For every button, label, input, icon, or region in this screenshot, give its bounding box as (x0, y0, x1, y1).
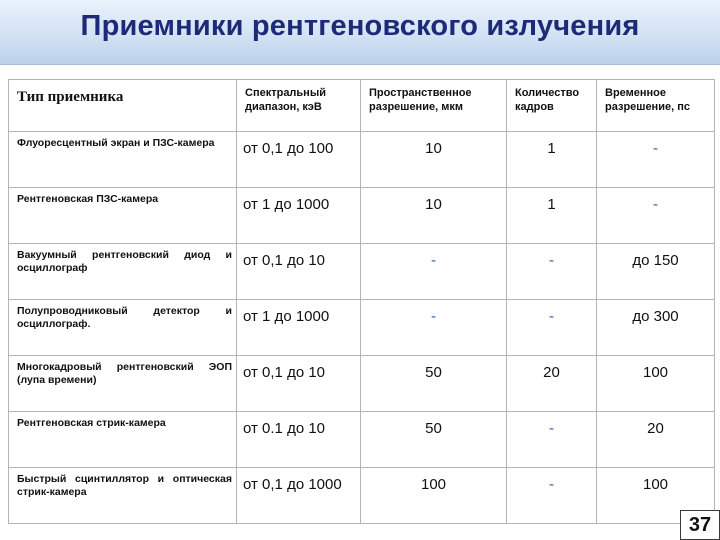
spatial-resolution-cell: - (361, 300, 507, 356)
table-row (9, 300, 715, 356)
table-row (9, 244, 715, 300)
receiver-type-cell: Рентгеновская стрик-камера (9, 412, 237, 468)
table-row (9, 132, 715, 188)
time-resolution-cell: 100 (597, 356, 715, 412)
frame-count-cell: - (507, 468, 597, 524)
time-resolution-cell: до 300 (597, 300, 715, 356)
header-receiver-type: Тип приемника (9, 80, 237, 132)
time-resolution-cell: - (597, 188, 715, 244)
spatial-resolution-cell: 100 (361, 468, 507, 524)
spatial-resolution-cell: - (361, 244, 507, 300)
time-resolution-cell: 20 (597, 412, 715, 468)
spectral-range-cell: от 0.1 до 10 (237, 412, 361, 468)
spectral-range-cell: от 0,1 до 1000 (237, 468, 361, 524)
spectral-range-cell: от 0,1 до 10 (237, 356, 361, 412)
receiver-type-cell: Вакуумный рентгеновский диод и осциллограф (9, 244, 237, 300)
receiver-type-cell: Полупроводниковый детектор и осциллограф. (9, 300, 237, 356)
slide-title: Приемники рентгеновского излучения (80, 10, 640, 42)
spectral-range-cell: от 0,1 до 10 (237, 244, 361, 300)
time-resolution-cell: до 150 (597, 244, 715, 300)
frame-count-cell: 1 (507, 188, 597, 244)
spectral-range-cell: от 1 до 1000 (237, 188, 361, 244)
header-time-resolution: Временное разрешение, пс (597, 80, 715, 132)
frame-count-cell: - (507, 412, 597, 468)
table-row (9, 412, 715, 468)
header-spatial-resolution: Пространственное разрешение, мкм (361, 80, 507, 132)
spectral-range-cell: от 0,1 до 100 (237, 132, 361, 188)
receiver-type-cell: Многокадровый рентгеновский ЭОП (лупа времени) (9, 356, 237, 412)
spectral-range-cell: от 1 до 1000 (237, 300, 361, 356)
header-frame-count: Количество кадров (507, 80, 597, 132)
receiver-type-cell: Быстрый сцинтиллятор и оптическая стрик-камера (9, 468, 237, 524)
title-bar (0, 0, 720, 65)
page-number: 37 (680, 510, 720, 540)
time-resolution-cell: - (597, 132, 715, 188)
table-row (9, 356, 715, 412)
spatial-resolution-cell: 10 (361, 132, 507, 188)
header-spectral-range: Спектральный диапазон, кэВ (237, 80, 361, 132)
receivers-table (8, 79, 715, 524)
frame-count-cell: - (507, 244, 597, 300)
frame-count-cell: - (507, 300, 597, 356)
table-row (9, 468, 715, 524)
frame-count-cell: 1 (507, 132, 597, 188)
table-row (9, 188, 715, 244)
receiver-type-cell: Рентгеновская ПЗС-камера (9, 188, 237, 244)
frame-count-cell: 20 (507, 356, 597, 412)
table-header-row (9, 80, 715, 132)
spatial-resolution-cell: 50 (361, 412, 507, 468)
spatial-resolution-cell: 50 (361, 356, 507, 412)
time-resolution-cell: 100 (597, 468, 715, 524)
spatial-resolution-cell: 10 (361, 188, 507, 244)
receiver-type-cell: Флуоресцентный экран и ПЗС-камера (9, 132, 237, 188)
table-container (8, 79, 714, 498)
